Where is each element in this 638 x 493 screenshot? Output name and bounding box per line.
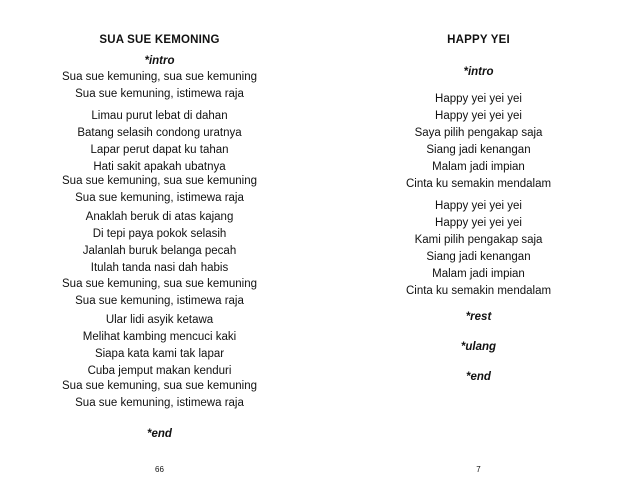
right-page bbox=[319, 0, 638, 493]
lyric-line: Siang jadi kenangan bbox=[426, 251, 531, 263]
rest-marker: *rest bbox=[465, 311, 492, 323]
lyric-line: Ular lidi asyik ketawa bbox=[105, 314, 214, 326]
intro-marker: *intro bbox=[463, 66, 494, 78]
end-marker: *end bbox=[147, 428, 172, 440]
lyric-line: Sua sue kemuning, sua sue kemuning bbox=[62, 175, 257, 187]
lyric-line: Saya pilih pengakap saja bbox=[414, 127, 543, 139]
lyric-line: Malam jadi impian bbox=[432, 161, 525, 173]
lyric-line: Lapar perut dapat ku tahan bbox=[90, 144, 229, 156]
verse-stanza bbox=[0, 108, 319, 176]
lyric-line: Happy yei yei yei bbox=[435, 110, 522, 122]
lyric-line: Sua sue kemuning, sua sue kemuning bbox=[62, 278, 257, 290]
page-number: 66 bbox=[155, 465, 164, 474]
lyric-line: Siapa kata kami tak lapar bbox=[94, 348, 225, 360]
verse-stanza bbox=[0, 209, 319, 277]
verse-stanza bbox=[319, 91, 638, 193]
lyric-line: Batang selasih condong uratnya bbox=[77, 127, 242, 139]
lyric-line: Sua sue kemuning, sua sue kemuning bbox=[62, 71, 257, 83]
lyric-line: Kami pilih pengakap saja bbox=[414, 234, 543, 246]
chorus-stanza bbox=[0, 378, 319, 412]
lyric-line: Jalanlah buruk belanga pecah bbox=[82, 245, 237, 257]
lyric-line: Sua sue kemuning, istimewa raja bbox=[75, 192, 244, 204]
chorus-stanza bbox=[0, 69, 319, 103]
lyric-line: Happy yei yei yei bbox=[435, 200, 522, 212]
repeat-marker: *ulang bbox=[460, 341, 497, 353]
lyric-line: Happy yei yei yei bbox=[435, 93, 522, 105]
lyric-line: Sua sue kemuning, sua sue kemuning bbox=[62, 380, 257, 392]
song-title: SUA SUE KEMONING bbox=[99, 34, 220, 46]
lyric-line: Malam jadi impian bbox=[432, 268, 525, 280]
lyric-line: Limau purut lebat di dahan bbox=[91, 110, 228, 122]
lyric-line: Sua sue kemuning, istimewa raja bbox=[75, 397, 244, 409]
lyric-line: Anaklah beruk di atas kajang bbox=[85, 211, 234, 223]
page-number: 7 bbox=[476, 465, 481, 474]
lyric-line: Hati sakit apakah ubatnya bbox=[93, 161, 226, 173]
lyric-line: Itulah tanda nasi dah habis bbox=[90, 262, 229, 274]
end-marker: *end bbox=[466, 371, 491, 383]
verse-stanza bbox=[0, 312, 319, 380]
intro-marker: *intro bbox=[144, 55, 175, 67]
lyric-line: Sua sue kemuning, istimewa raja bbox=[75, 295, 244, 307]
lyric-line: Happy yei yei yei bbox=[435, 217, 522, 229]
lyric-line: Melihat kambing mencuci kaki bbox=[82, 331, 237, 343]
lyric-line: Cinta ku semakin mendalam bbox=[405, 178, 552, 190]
lyric-line: Di tepi paya pokok selasih bbox=[92, 228, 227, 240]
chorus-stanza bbox=[0, 173, 319, 207]
verse-stanza bbox=[319, 198, 638, 300]
song-title: HAPPY YEI bbox=[447, 34, 510, 46]
lyric-line: Sua sue kemuning, istimewa raja bbox=[75, 88, 244, 100]
lyric-line: Cuba jemput makan kenduri bbox=[87, 365, 232, 377]
lyric-line: Siang jadi kenangan bbox=[426, 144, 531, 156]
chorus-stanza bbox=[0, 276, 319, 310]
lyric-line: Cinta ku semakin mendalam bbox=[405, 285, 552, 297]
